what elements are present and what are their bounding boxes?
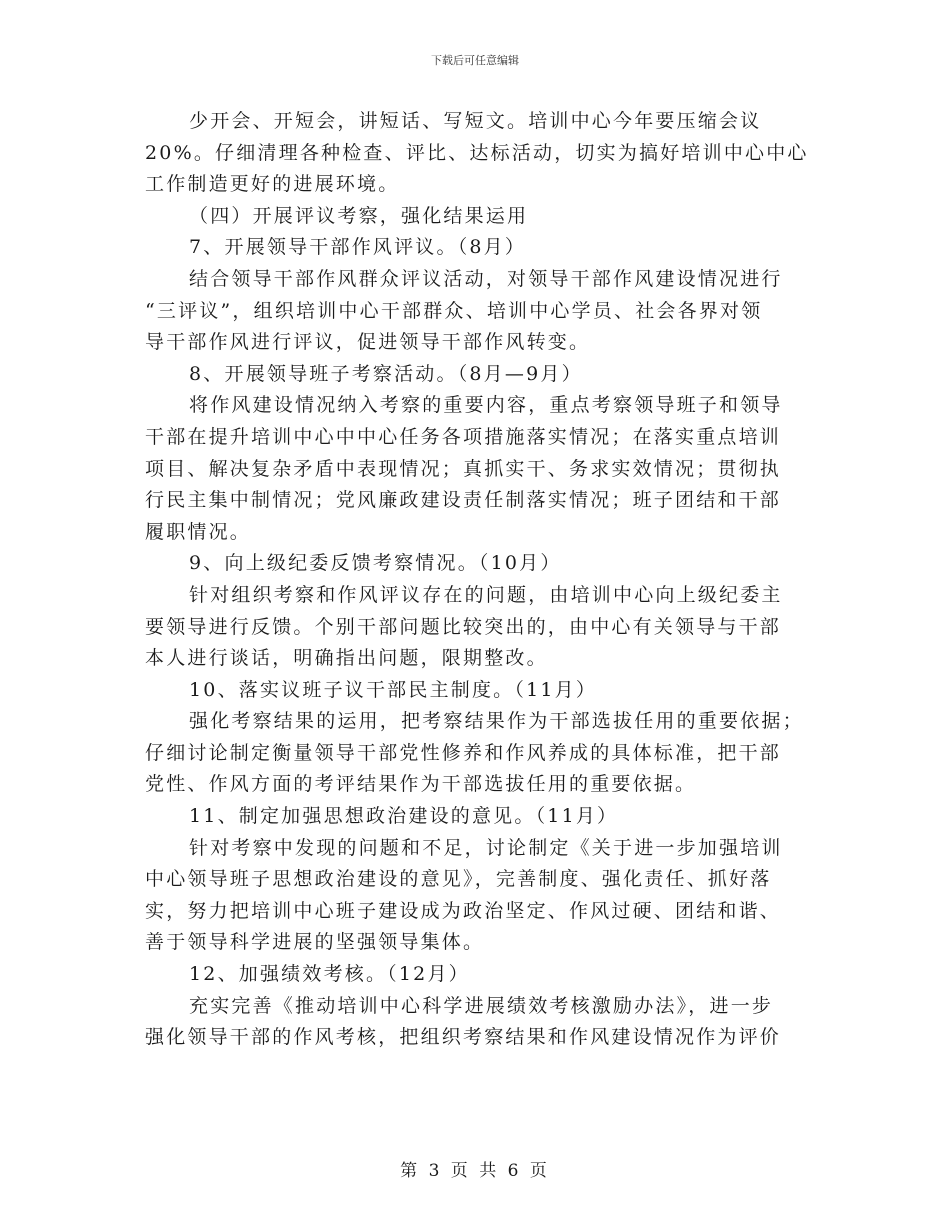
text-line: 仔细讨论制定衡量领导干部党性修养和作风养成的具体标准，把干部 [145, 741, 782, 764]
text-line: 9、向上级纪委反馈考察情况。（10月） [189, 552, 562, 575]
text-line: 导干部作风进行评议，促进领导干部作风转变。 [145, 331, 591, 354]
text-line: 强化考察结果的运用，把考察结果作为干部选拔任用的重要依据； [189, 710, 804, 733]
text-line: 行民主集中制情况；党风廉政建设责任制落实情况；班子团结和干部 [145, 489, 782, 512]
text-line: 针对考察中发现的问题和不足，讨论制定《关于进一步加强培训 [189, 836, 783, 859]
text-line: 10、落实议班子议干部民主制度。（11月） [189, 678, 598, 701]
text-line: 履职情况。 [145, 520, 252, 543]
text-line: 本人进行谈话，明确指出问题，限期整改。 [145, 647, 548, 670]
text-line: 干部在提升培训中心中中心任务各项措施落实情况；在落实重点培训 [145, 425, 782, 448]
text-line: （四）开展评议考察，强化结果运用 [189, 204, 529, 227]
text-line: 强化领导干部的作风考核，把组织考察结果和作风建设情况作为评价 [145, 1026, 782, 1049]
text-line: 党性、作风方面的考评结果作为干部选拔任用的重要依据。 [145, 773, 697, 796]
text-line: 针对组织考察和作风评议存在的问题，由培训中心向上级纪委主 [189, 583, 783, 606]
document-body [145, 106, 809, 1054]
text-line: 7、开展领导干部作风评议。（8月） [189, 236, 527, 259]
text-line: 8、开展领导班子考察活动。（8月—9月） [189, 362, 583, 385]
text-line: “三评议”，组织培训中心干部群众、培训中心学员、社会各界对领 [145, 299, 763, 322]
text-line: 善于领导科学进展的坚强领导集体。 [145, 931, 485, 954]
text-line: 充实完善《推动培训中心科学进展绩效考核激励办法》，进一步 [189, 994, 774, 1017]
text-line: 要领导进行反馈。个别干部问题比较突出的，由中心有关领导与干部 [145, 615, 782, 638]
text-line: 实，努力把培训中心班子建设成为政治坚定、作风过硬、团结和谐、 [145, 899, 782, 922]
text-line: 12、加强绩效考核。（12月） [189, 963, 470, 986]
text-line: 工作制造更好的进展环境。 [145, 173, 400, 196]
text-line: 少开会、开短会，讲短话、写短文。培训中心今年要压缩会议 [189, 110, 762, 132]
page-footer: 第 3 页 共 6 页 [400, 1161, 550, 1181]
text-line: 20%。仔细清理各种检查、评比、达标活动，切实为搞好培训中心中心 [145, 141, 809, 164]
text-line: 11、制定加强思想政治建设的意见。（11月） [189, 805, 619, 828]
text-line: 将作风建设情况纳入考察的重要内容，重点考察领导班子和领导 [189, 394, 783, 417]
text-line: 项目、解决复杂矛盾中表现情况；真抓实干、务求实效情况；贯彻执 [145, 457, 782, 480]
text-line: 结合领导干部作风群众评议活动，对领导干部作风建设情况进行 [189, 267, 783, 290]
text-line: 中心领导班子思想政治建设的意见》，完善制度、强化责任、抓好落 [145, 868, 772, 891]
page-header: 下载后可任意编辑 [431, 54, 519, 67]
